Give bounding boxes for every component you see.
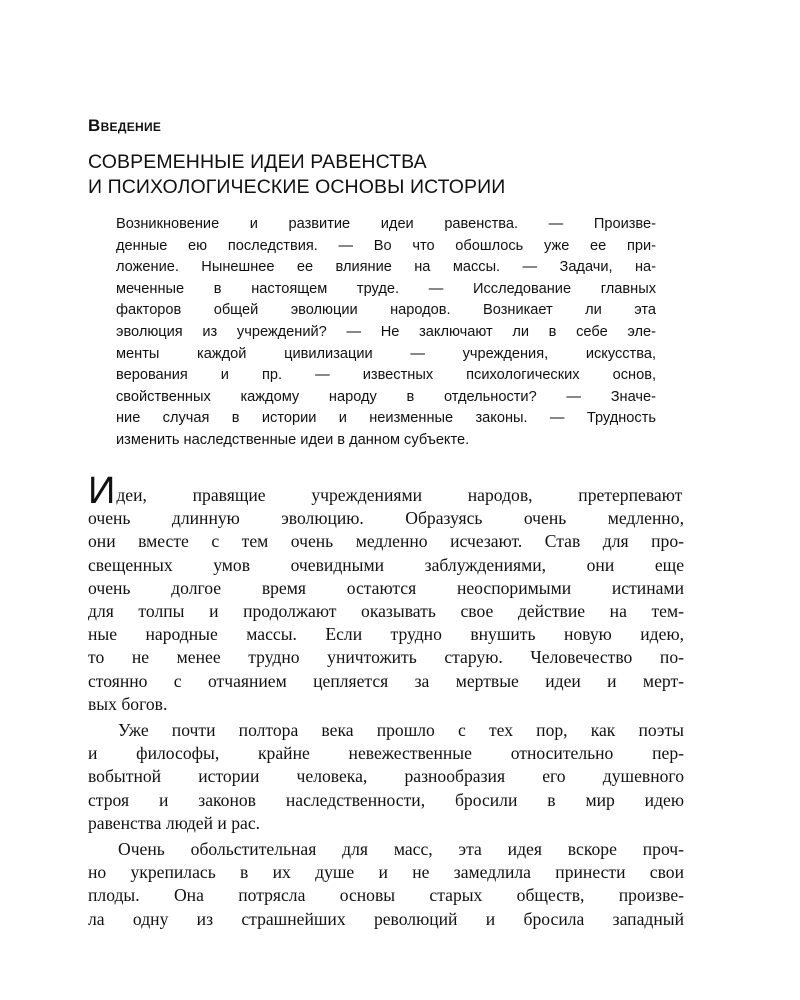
body-text: [88, 470, 684, 934]
body-line: очень длинную эволюцию. Образуясь очень медленно,: [88, 508, 684, 529]
body-line: и философы, крайне невежественные относительно пер-: [88, 743, 684, 764]
first-line: [88, 470, 684, 512]
chapter-title-line: СОВРЕМЕННЫЕ ИДЕИ РАВЕНСТВА: [88, 151, 427, 173]
synopsis-line: ние случая в истории и неизменные законы. — Трудность: [116, 410, 656, 427]
chapter-synopsis: [116, 214, 656, 452]
synopsis-line: Возникновение и развитие идеи равенства. — Произве-: [116, 216, 656, 232]
body-line: стоянно с отчаянием цепляется за мертвые идеи и мерт-: [88, 670, 684, 691]
body-line: Уже почти полтора века прошло с тех пор, как поэты: [118, 720, 684, 741]
body-line: для толпы и продолжают оказывать свое действие на тем-: [88, 601, 684, 622]
body-line: очень долгое время остаются неоспоримыми истинами: [88, 577, 684, 598]
chapter-title: [88, 150, 648, 200]
synopsis-line: менты каждой цивилизации — учреждения, искусства,: [116, 345, 656, 362]
first-line-text: деи, правящие учреждениями народов, претерпевают: [116, 485, 683, 505]
synopsis-line: меченные в настоящем труде. — Исследование главных: [116, 280, 656, 297]
synopsis-line: факторов общей эволюции народов. Возникает ли эта: [116, 302, 656, 319]
section-label: Введение: [88, 116, 162, 135]
body-line: то не менее трудно уничтожить старую. Человечество по-: [88, 647, 684, 668]
paragraph-3: [88, 838, 684, 931]
body-line: строя и законов наследственности, бросили в мир идею: [88, 789, 684, 810]
body-line: свещенных умов очевидными заблуждениями, они еще: [88, 554, 684, 575]
paragraph-2: [88, 719, 684, 835]
body-line: вобытной истории человека, разнообразия его душевного: [88, 766, 684, 787]
synopsis-line: изменить наследственные идеи в данном субъекте.: [116, 431, 470, 448]
body-line: плоды. Она потрясла основы старых обществ, произве-: [88, 885, 684, 906]
body-line: ные народные массы. Если трудно внушить новую идею,: [88, 624, 684, 645]
body-line: ла одну из страшнейших революций и бросила западный: [88, 908, 684, 929]
body-line: но укрепилась в их душе и не замедлила принести свои: [88, 862, 684, 883]
body-line: равенства людей и рас.: [88, 812, 261, 833]
synopsis-line: денные ею последствия. — Во что обошлось уже ее при-: [116, 237, 656, 254]
synopsis-line: верования и пр. — известных психологических основ,: [116, 367, 656, 384]
body-line: Очень обольстительная для масс, эта идея вскоре проч-: [118, 839, 684, 860]
synopsis-line: свойственных каждому народу в отдельности? — Значе-: [116, 388, 656, 405]
body-line: вых богов.: [88, 693, 168, 714]
chapter-title-line: И ПСИХОЛОГИЧЕСКИЕ ОСНОВЫ ИСТОРИИ: [88, 176, 506, 198]
paragraph-1: [88, 470, 684, 716]
drop-cap: И: [88, 470, 116, 512]
synopsis-line: ложение. Нынешнее ее влияние на массы. — Задачи, на-: [116, 259, 656, 276]
synopsis-line: эволюция из учреждений? — Не заключают ли в себе эле-: [116, 323, 656, 340]
body-line: они вместе с тем очень медленно исчезают. Став для про-: [88, 531, 684, 552]
